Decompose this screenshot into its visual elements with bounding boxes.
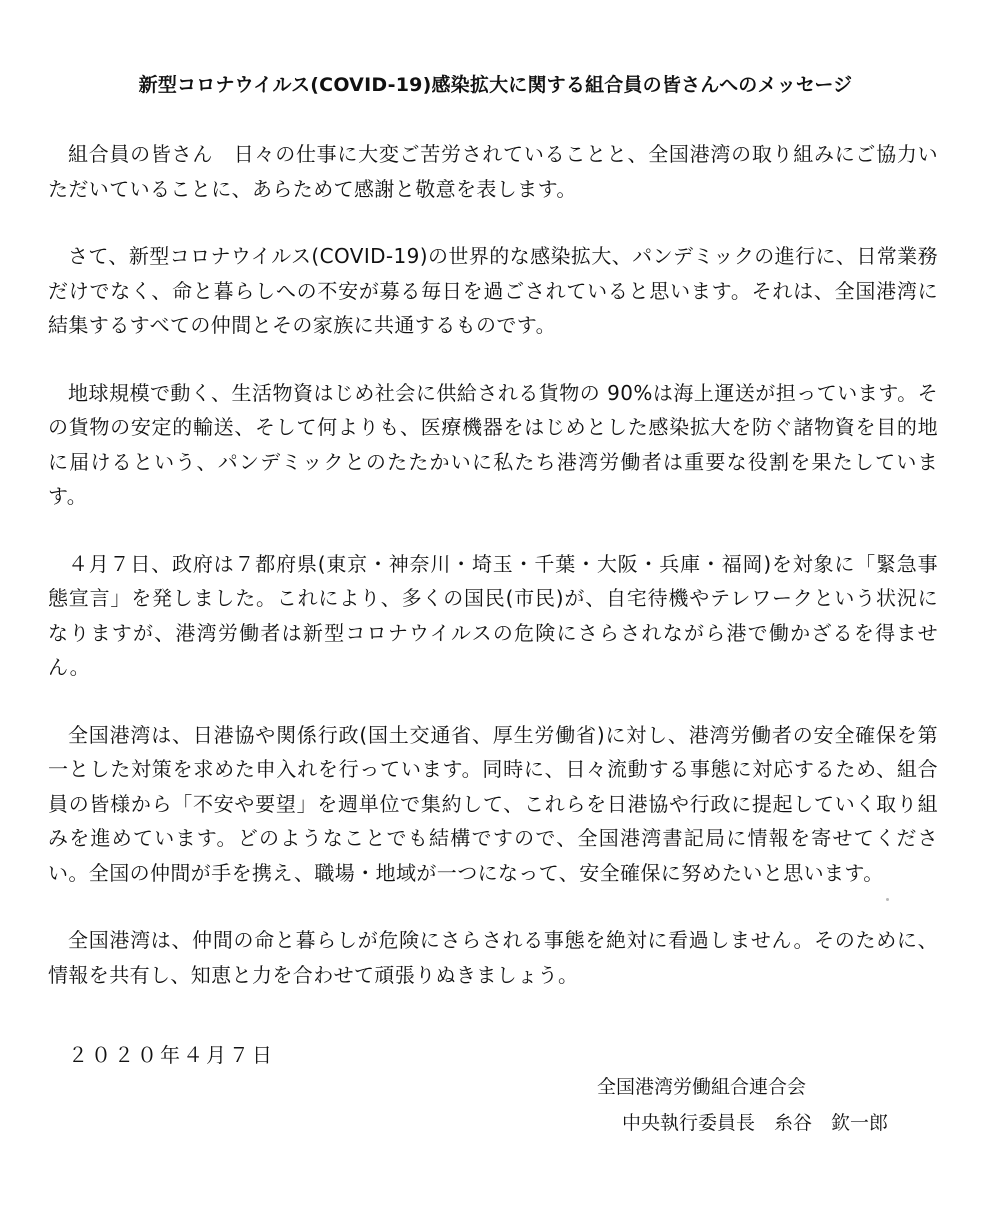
organization-name: 全国港湾労働組合連合会 xyxy=(597,1076,807,1098)
paragraph-3: 地球規模で動く、生活物資はじめ社会に供給される貨物の 90%は海上運送が担っています。その貨物の安定的輸送、そして何よりも、医療機器をはじめとした感染拡大を防ぐ諸物資を目的地に届けるという、パンデミックとのたたかいに私たち港湾労働者は重要な役割を果たしています。 xyxy=(48,380,938,508)
paragraph-1: 組合員の皆さん 日々の仕事に大変ご苦労されていることと、全国港湾の取り組みにご協力いただいていることに、あらためて感謝と敬意を表します。 xyxy=(48,142,938,201)
paragraph-5: 全国港湾は、日港協や関係行政(国土交通省、厚生労働省)に対し、港湾労働者の安全確保を第一とした対策を求めた申入れを行っています。同時に、日々流動する事態に対応するため、組合員の皆様から「不安や要望」を週単位で集約して、これらを日港協や行政に提起していく取り組みを進めています。どのようなことでも結構ですので、全国港湾書記局に情報を寄せてください。全国の仲間が手を携え、職場・地域が一つになって、安全確保に努めたいと思います。 xyxy=(48,722,938,885)
message-body xyxy=(48,137,938,1025)
signer-name: 中央執行委員長 糸谷 欽一郎 xyxy=(622,1112,889,1134)
paragraph-4: ４月７日、政府は７都府県(東京・神奈川・埼玉・千葉・大阪・兵庫・福岡)を対象に「緊急事態宣言」を発しました。これにより、多くの国民(市民)が、自宅待機やテレワークという状況になりますが、港湾労働者は新型コロナウイルスの危険にさらされながら港で働かざるを得ません。 xyxy=(48,551,938,679)
paragraph-2: さて、新型コロナウイルス(COVID-19)の世界的な感染拡大、パンデミックの進行に、日常業務だけでなく、命と暮らしへの不安が募る毎日を過ごされていると思います。それは、全国港湾に結集するすべての仲間とその家族に共通するものです。 xyxy=(48,244,938,337)
page-title: 新型コロナウイルス(COVID-19)感染拡大に関する組合員の皆さんへのメッセージ xyxy=(138,74,853,96)
letter-date: ２０２０年４月７日 xyxy=(68,1043,275,1067)
scan-speck xyxy=(886,898,889,901)
paragraph-6: 全国港湾は、仲間の命と暮らしが危険にさらされる事態を絶対に看過しません。そのために、情報を共有し、知恵と力を合わせて頑張りぬきましょう。 xyxy=(48,928,938,987)
